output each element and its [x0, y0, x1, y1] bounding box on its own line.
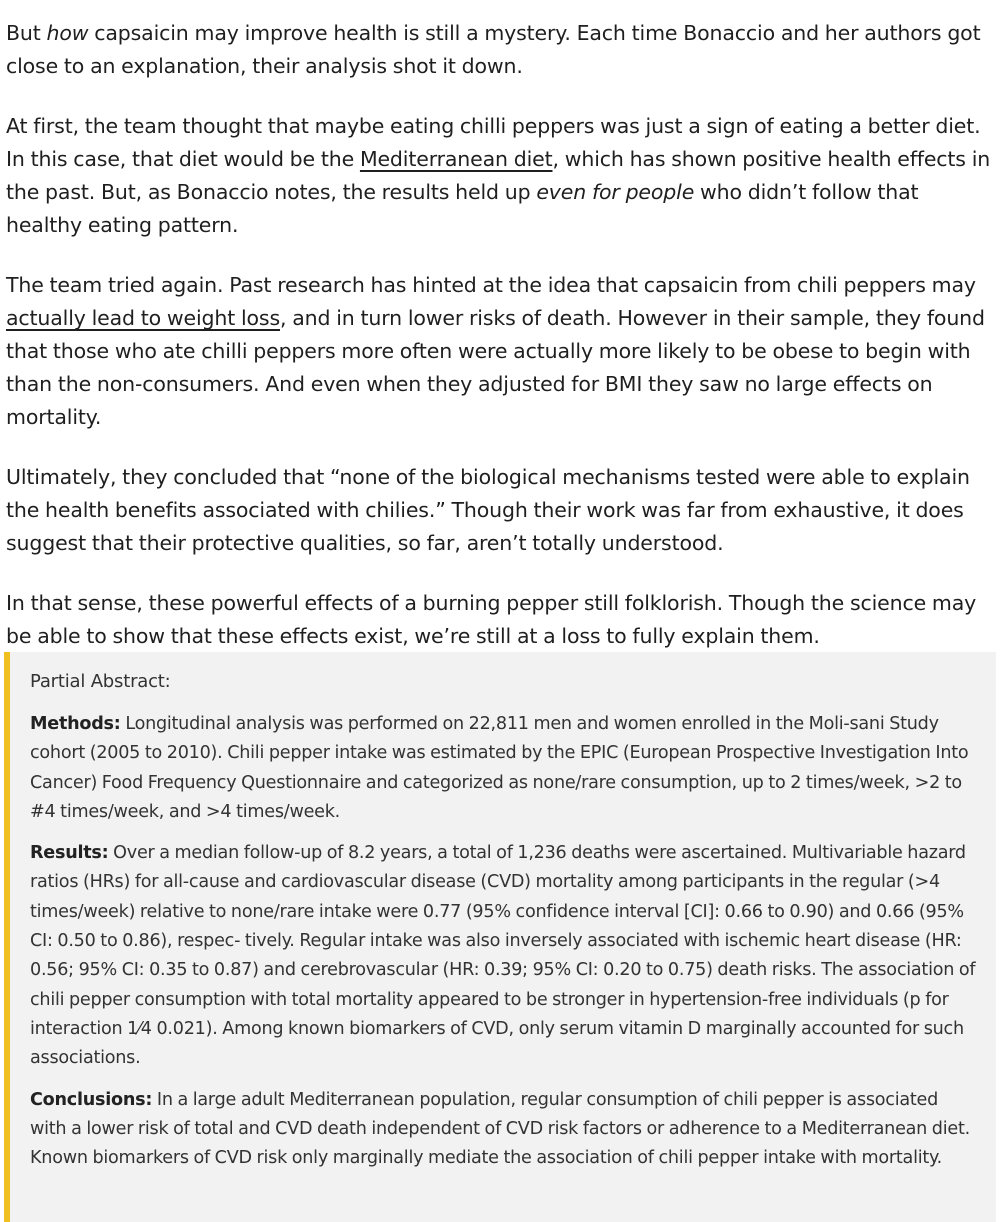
text-segment: , and in turn lower risks of death. However in their sample, they found that those who ate chilli peppers more often were actually more likely to be obese to begin with than the non-consumers. And even when they adjusted for BMI they saw no large effects on mortality. [6, 306, 985, 429]
text-segment: At first, the team thought that maybe eating chilli peppers was just a sign of eating a better diet. In this case, that diet would be the [6, 114, 981, 171]
paragraph-weight-loss [6, 269, 1000, 434]
paragraph-folklore: In that sense, these powerful effects of a burning pepper still folklorish. Though the science may be able to show that these effects exist, we’re still at a loss to fully explain them. [6, 591, 977, 648]
text-segment: The team tried again. Past research has hinted at the idea that capsaicin from chili peppers may [6, 273, 976, 297]
results-text: Over a median follow-up of 8.2 years, a total of 1,236 deaths were ascertained. Multivariable hazard ratios (HRs) for all-cause and cardiovascular disease (CVD) mortality among participants in the regular (>4 times/week) relative to none/rare intake were 0.77 (95% confidence interval [CI]: 0.66 to 0.90) and 0.66 (95% CI: 0.50 to 0.86), respec- tively. Regular intake was also inversely associated with ischemic heart disease (HR: 0.56; 95% CI: 0.35 to 0.87) and cerebrovascular (HR: 0.39; 95% CI: 0.20 to 0.75) death risks. The association of chili pepper consumption with total mortality appeared to be stronger in hypertension-free individuals (p for interaction 1⁄4 0.021). Among known biomarkers of CVD, only serum vitamin D marginally accounted for such associations. [30, 843, 976, 1069]
text-segment: But [6, 21, 47, 45]
abstract-conclusions [30, 1086, 976, 1174]
mediterranean-diet-link[interactable]: Mediterranean diet [359, 147, 553, 171]
paragraph-conclusion: Ultimately, they concluded that “none of the biological mechanisms tested were able to explain the health benefits associated with chilies.” Though their work was far from exhaustive, it does suggest that their protective qualities, so far, aren’t totally understood. [6, 465, 970, 555]
conclusions-text: In a large adult Mediterranean population, regular consumption of chili pepper is associated with a lower risk of total and CVD death independent of CVD risk factors or adherence to a Mediterranean diet. Known biomarkers of CVD risk only marginally mediate the association of chili pepper intake with mortality. [30, 1089, 970, 1169]
results-label: Results: [30, 843, 109, 864]
paragraph-mystery [6, 17, 1000, 83]
paragraph-diet [6, 110, 1000, 242]
abstract-methods [30, 710, 976, 827]
methods-text: Longitudinal analysis was performed on 22,811 men and women enrolled in the Moli-sani Study cohort (2005 to 2010). Chili pepper intake was estimated by the EPIC (European Prospective Investigation Into Cancer) Food Frequency Questionnaire and categorized as none/rare consumption, up to 2 times/week, >2 to #4 times/week, and >4 times/week. [30, 714, 969, 822]
text-segment: who didn’t follow that healthy eating pattern. [6, 180, 919, 237]
weight-loss-link[interactable]: actually lead to weight loss [6, 306, 280, 330]
text-segment: , which has shown positive health effects in the past. But, as Bonaccio notes, the results held up [6, 147, 991, 204]
conclusions-label: Conclusions: [30, 1089, 153, 1110]
partial-abstract-box [4, 652, 996, 1222]
abstract-results [30, 839, 976, 1073]
emphasis-text: how [46, 21, 89, 45]
emphasis-text: even for people [536, 180, 695, 204]
abstract-heading: Partial Abstract: [30, 671, 171, 692]
text-segment: capsaicin may improve health is still a mystery. Each time Bonaccio and her authors got close to an explanation, their analysis shot it down. [6, 21, 981, 78]
methods-label: Methods: [30, 714, 121, 734]
